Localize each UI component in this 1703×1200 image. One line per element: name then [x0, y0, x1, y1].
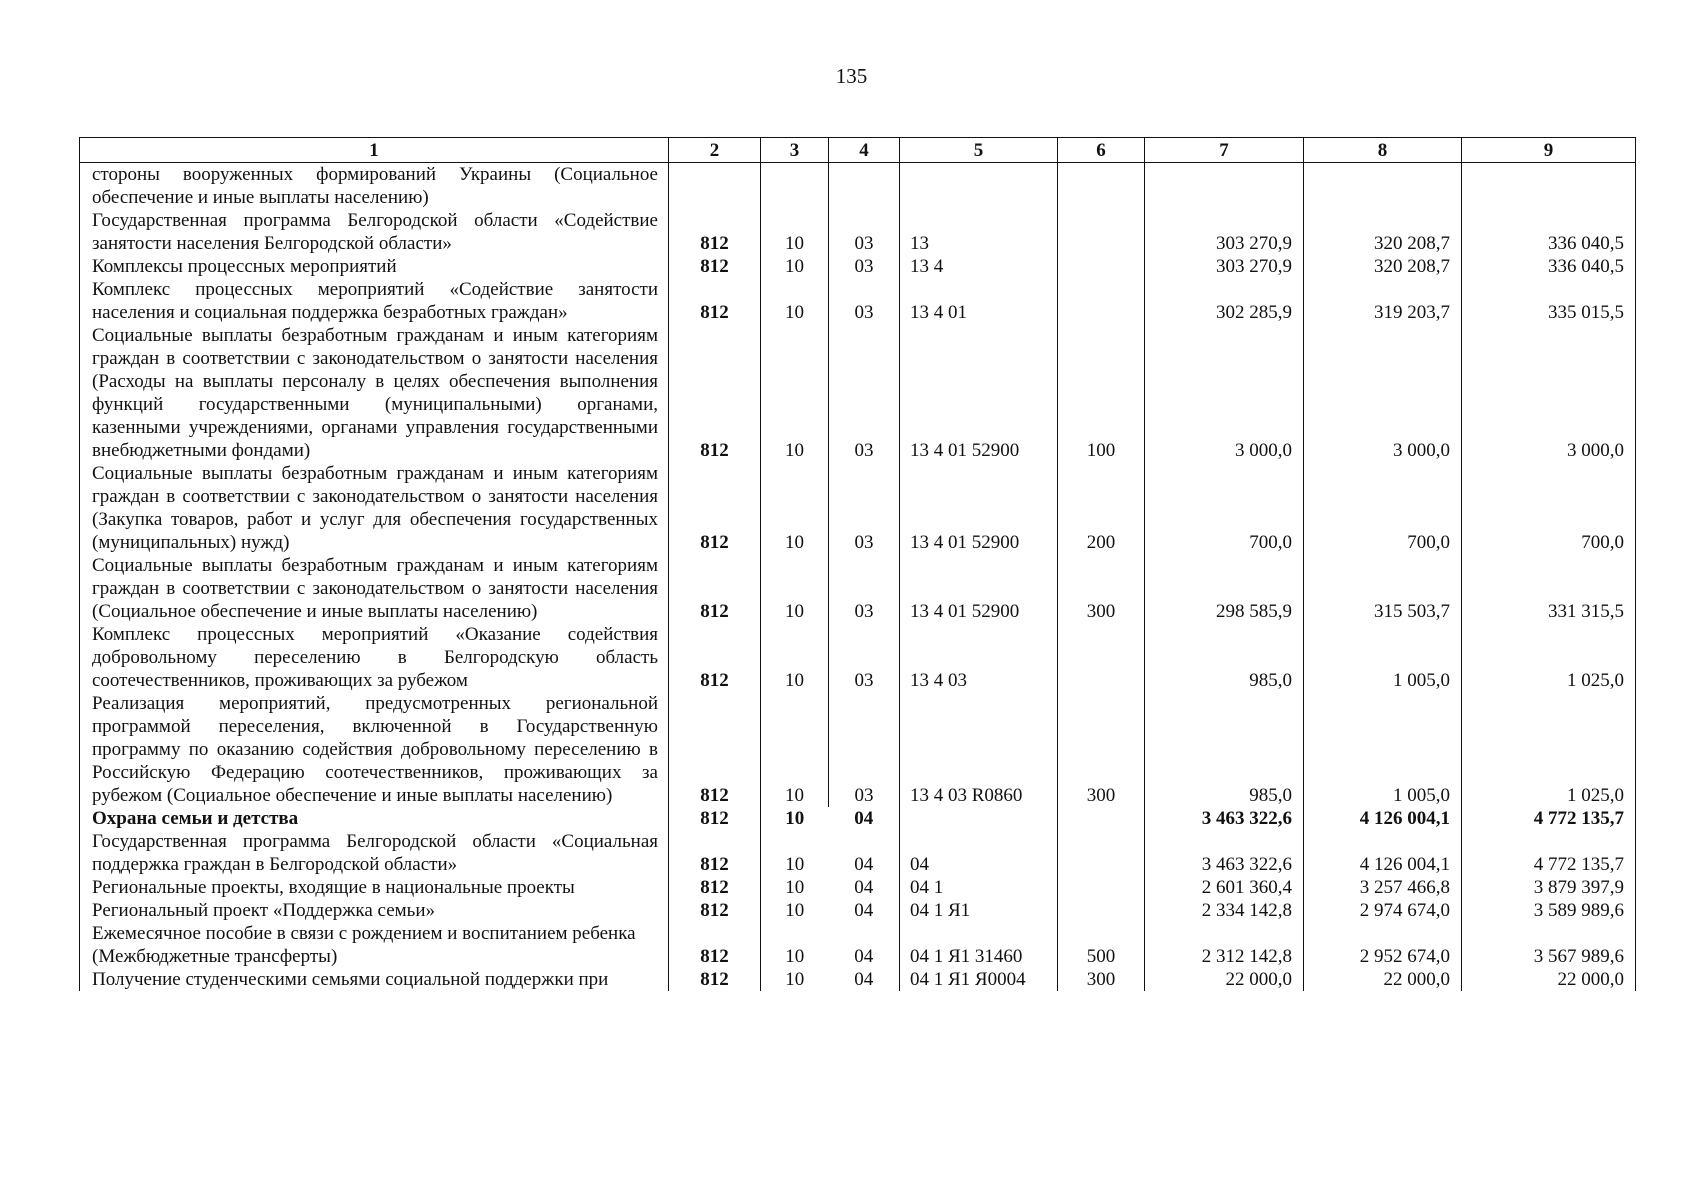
amount-col8-cell: 1 005,0	[1304, 692, 1462, 807]
target-article-cell: 04 1 Я1 31460	[900, 945, 1058, 968]
section-cell: 10	[761, 255, 829, 278]
target-article-cell: 13 4 01 52900	[900, 554, 1058, 623]
amount-col8-cell: 700,0	[1304, 462, 1462, 554]
kbk-code-cell	[669, 163, 761, 210]
amount-col9-cell: 336 040,5	[1462, 255, 1636, 278]
section-cell: 10	[761, 462, 829, 554]
amount-col9-cell: 4 772 135,7	[1462, 807, 1636, 830]
table-row	[80, 278, 1636, 324]
expense-type-cell	[1058, 830, 1145, 876]
amount-col8-cell: 319 203,7	[1304, 278, 1462, 324]
kbk-code-cell: 812	[669, 623, 761, 692]
amount-col8-cell: 320 208,7	[1304, 209, 1462, 255]
expense-type-cell: 300	[1058, 968, 1145, 991]
amount-col8-cell: 320 208,7	[1304, 255, 1462, 278]
section-cell: 10	[761, 807, 829, 830]
amount-col9-cell	[1462, 163, 1636, 210]
section-cell	[761, 922, 829, 945]
expense-type-cell: 300	[1058, 554, 1145, 623]
amount-col9-cell: 3 589 989,6	[1462, 899, 1636, 922]
kbk-code-cell	[669, 922, 761, 945]
section-cell: 10	[761, 945, 829, 968]
amount-col8-cell: 2 974 674,0	[1304, 899, 1462, 922]
amount-col8-cell: 2 952 674,0	[1304, 945, 1462, 968]
section-cell: 10	[761, 692, 829, 807]
row-name-cell: Социальные выплаты безработным гражданам и иным категориям граждан в соответствии с законодательством о занятости населения (Расходы на выплаты персоналу в целях обеспечения выполнения функций государственными (муниципальными) органами, казенными учреждениями, органами управления государственными внебюджетными фондами)	[80, 324, 669, 462]
row-name-cell: (Межбюджетные трансферты)	[80, 945, 669, 968]
amount-col9-cell: 22 000,0	[1462, 968, 1636, 991]
header-row	[80, 138, 1636, 163]
col-header-6: 6	[1058, 138, 1145, 163]
table-row	[80, 807, 1636, 830]
kbk-code-cell: 812	[669, 968, 761, 991]
subsection-cell: 04	[829, 830, 900, 876]
subsection-cell: 04	[829, 945, 900, 968]
amount-col7-cell: 303 270,9	[1145, 209, 1304, 255]
subsection-cell: 04	[829, 876, 900, 899]
table-row	[80, 623, 1636, 692]
table-row	[80, 968, 1636, 991]
amount-col9-cell: 331 315,5	[1462, 554, 1636, 623]
amount-col8-cell: 315 503,7	[1304, 554, 1462, 623]
amount-col9-cell: 700,0	[1462, 462, 1636, 554]
table-row	[80, 554, 1636, 623]
table-row	[80, 163, 1636, 210]
target-article-cell: 04	[900, 830, 1058, 876]
amount-col7-cell: 303 270,9	[1145, 255, 1304, 278]
amount-col8-cell: 3 257 466,8	[1304, 876, 1462, 899]
subsection-cell: 03	[829, 692, 900, 807]
amount-col7-cell: 700,0	[1145, 462, 1304, 554]
table-row	[80, 462, 1636, 554]
row-name-cell: Комплексы процессных мероприятий	[80, 255, 669, 278]
target-article-cell	[900, 922, 1058, 945]
amount-col9-cell: 1 025,0	[1462, 692, 1636, 807]
target-article-cell	[900, 807, 1058, 830]
target-article-cell: 13	[900, 209, 1058, 255]
table-body	[80, 163, 1636, 992]
subsection-cell: 04	[829, 899, 900, 922]
kbk-code-cell: 812	[669, 324, 761, 462]
target-article-cell: 04 1 Я1	[900, 899, 1058, 922]
subsection-cell: 03	[829, 278, 900, 324]
target-article-cell: 13 4 01 52900	[900, 462, 1058, 554]
amount-col7-cell	[1145, 922, 1304, 945]
kbk-code-cell: 812	[669, 209, 761, 255]
amount-col7-cell: 985,0	[1145, 692, 1304, 807]
row-name-cell: Реализация мероприятий, предусмотренных региональной программой переселения, включенной в Государственную программу по оказанию содействия добровольному переселению в Российскую Федерацию соотечественников, проживающих за рубежом (Социальное обеспечение и иные выплаты населению)	[80, 692, 669, 807]
expense-type-cell	[1058, 899, 1145, 922]
section-cell: 10	[761, 554, 829, 623]
row-name-cell: Комплекс процессных мероприятий «Оказание содействия добровольному переселению в Белгородскую область соотечественников, проживающих за рубежом	[80, 623, 669, 692]
table-row	[80, 922, 1636, 945]
row-name-cell: Получение студенческими семьями социальной поддержки при	[80, 968, 669, 991]
subsection-cell	[829, 163, 900, 210]
amount-col9-cell: 336 040,5	[1462, 209, 1636, 255]
kbk-code-cell: 812	[669, 462, 761, 554]
section-cell: 10	[761, 899, 829, 922]
expense-type-cell: 200	[1058, 462, 1145, 554]
amount-col8-cell: 22 000,0	[1304, 968, 1462, 991]
amount-col9-cell: 3 879 397,9	[1462, 876, 1636, 899]
expense-type-cell	[1058, 623, 1145, 692]
target-article-cell: 04 1	[900, 876, 1058, 899]
amount-col7-cell: 3 463 322,6	[1145, 807, 1304, 830]
section-cell: 10	[761, 968, 829, 991]
target-article-cell: 13 4 03	[900, 623, 1058, 692]
expense-type-cell: 500	[1058, 945, 1145, 968]
amount-col9-cell: 3 000,0	[1462, 324, 1636, 462]
row-name-cell: Ежемесячное пособие в связи с рождением и воспитанием ребенка	[80, 922, 669, 945]
amount-col8-cell: 1 005,0	[1304, 623, 1462, 692]
expense-type-cell	[1058, 922, 1145, 945]
row-name-cell: Социальные выплаты безработным гражданам и иным категориям граждан в соответствии с законодательством о занятости населения (Закупка товаров, работ и услуг для обеспечения государственных (муниципальных) нужд)	[80, 462, 669, 554]
col-header-8: 8	[1304, 138, 1462, 163]
table-row	[80, 876, 1636, 899]
subsection-cell: 04	[829, 807, 900, 830]
kbk-code-cell: 812	[669, 830, 761, 876]
target-article-cell: 04 1 Я1 Я0004	[900, 968, 1058, 991]
row-name-cell: Государственная программа Белгородской области «Содействие занятости населения Белгородской области»	[80, 209, 669, 255]
kbk-code-cell: 812	[669, 945, 761, 968]
expense-type-cell	[1058, 278, 1145, 324]
amount-col7-cell: 2 312 142,8	[1145, 945, 1304, 968]
subsection-cell: 03	[829, 324, 900, 462]
amount-col7-cell: 2 601 360,4	[1145, 876, 1304, 899]
row-name-cell: Региональный проект «Поддержка семьи»	[80, 899, 669, 922]
target-article-cell: 13 4	[900, 255, 1058, 278]
row-name-cell: Социальные выплаты безработным гражданам и иным категориям граждан в соответствии с законодательством о занятости населения (Социальное обеспечение и иные выплаты населению)	[80, 554, 669, 623]
expense-type-cell	[1058, 209, 1145, 255]
col-header-9: 9	[1462, 138, 1636, 163]
kbk-code-cell: 812	[669, 255, 761, 278]
amount-col7-cell: 22 000,0	[1145, 968, 1304, 991]
subsection-cell: 03	[829, 623, 900, 692]
target-article-cell: 13 4 01	[900, 278, 1058, 324]
table-row	[80, 692, 1636, 807]
budget-table	[79, 137, 1636, 991]
expense-type-cell	[1058, 255, 1145, 278]
amount-col8-cell: 4 126 004,1	[1304, 830, 1462, 876]
subsection-cell: 03	[829, 554, 900, 623]
expense-type-cell	[1058, 807, 1145, 830]
subsection-cell	[829, 922, 900, 945]
section-cell: 10	[761, 278, 829, 324]
section-cell: 10	[761, 830, 829, 876]
expense-type-cell	[1058, 163, 1145, 210]
amount-col9-cell	[1462, 922, 1636, 945]
page-number: 135	[835, 64, 868, 88]
table-row	[80, 209, 1636, 255]
amount-col9-cell: 4 772 135,7	[1462, 830, 1636, 876]
row-name-cell: Государственная программа Белгородской области «Социальная поддержка граждан в Белгородской области»	[80, 830, 669, 876]
row-name-cell: Региональные проекты, входящие в национальные проекты	[80, 876, 669, 899]
section-cell: 10	[761, 209, 829, 255]
row-name-cell: Комплекс процессных мероприятий «Содействие занятости населения и социальная поддержка безработных граждан»	[80, 278, 669, 324]
table-row	[80, 830, 1636, 876]
col-header-1: 1	[80, 138, 669, 163]
col-header-4: 4	[829, 138, 900, 163]
amount-col7-cell: 2 334 142,8	[1145, 899, 1304, 922]
kbk-code-cell: 812	[669, 692, 761, 807]
col-header-7: 7	[1145, 138, 1304, 163]
col-header-2: 2	[669, 138, 761, 163]
subsection-cell: 03	[829, 209, 900, 255]
table-row	[80, 899, 1636, 922]
amount-col7-cell	[1145, 163, 1304, 210]
table-row	[80, 324, 1636, 462]
table-row	[80, 255, 1636, 278]
amount-col8-cell	[1304, 922, 1462, 945]
amount-col7-cell: 302 285,9	[1145, 278, 1304, 324]
col-header-5: 5	[900, 138, 1058, 163]
expense-type-cell: 100	[1058, 324, 1145, 462]
kbk-code-cell: 812	[669, 807, 761, 830]
col-header-3: 3	[761, 138, 829, 163]
amount-col7-cell: 3 000,0	[1145, 324, 1304, 462]
expense-type-cell	[1058, 876, 1145, 899]
amount-col8-cell	[1304, 163, 1462, 210]
target-article-cell: 13 4 03 R0860	[900, 692, 1058, 807]
subsection-cell: 04	[829, 968, 900, 991]
target-article-cell	[900, 163, 1058, 210]
section-cell: 10	[761, 623, 829, 692]
table-row	[80, 945, 1636, 968]
kbk-code-cell: 812	[669, 899, 761, 922]
subsection-cell: 03	[829, 462, 900, 554]
subsection-cell: 03	[829, 255, 900, 278]
amount-col9-cell: 3 567 989,6	[1462, 945, 1636, 968]
kbk-code-cell: 812	[669, 278, 761, 324]
section-cell: 10	[761, 876, 829, 899]
amount-col8-cell: 3 000,0	[1304, 324, 1462, 462]
kbk-code-cell: 812	[669, 554, 761, 623]
amount-col9-cell: 1 025,0	[1462, 623, 1636, 692]
amount-col7-cell: 985,0	[1145, 623, 1304, 692]
amount-col7-cell: 298 585,9	[1145, 554, 1304, 623]
row-name-cell: Охрана семьи и детства	[80, 807, 669, 830]
amount-col7-cell: 3 463 322,6	[1145, 830, 1304, 876]
amount-col9-cell: 335 015,5	[1462, 278, 1636, 324]
target-article-cell: 13 4 01 52900	[900, 324, 1058, 462]
section-cell	[761, 163, 829, 210]
expense-type-cell: 300	[1058, 692, 1145, 807]
row-name-cell: стороны вооруженных формирований Украины (Социальное обеспечение и иные выплаты населению)	[80, 163, 669, 210]
kbk-code-cell: 812	[669, 876, 761, 899]
section-cell: 10	[761, 324, 829, 462]
amount-col8-cell: 4 126 004,1	[1304, 807, 1462, 830]
